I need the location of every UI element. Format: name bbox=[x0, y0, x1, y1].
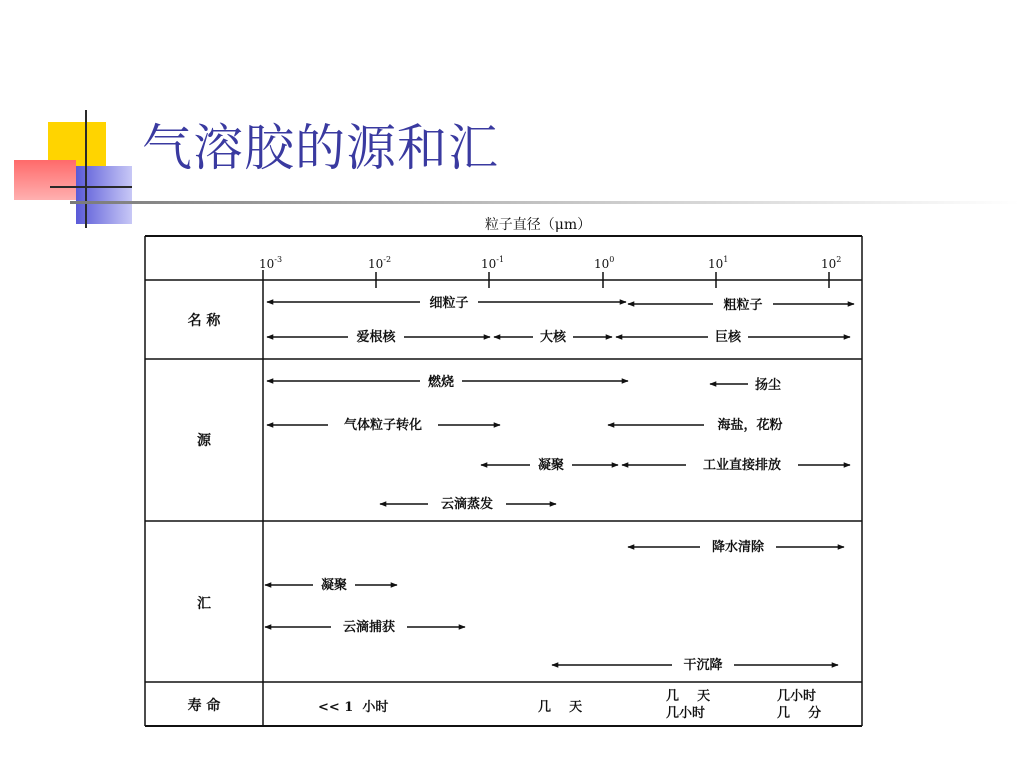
label-cloud-evaporation: 云滴蒸发 bbox=[440, 497, 494, 512]
lifetime-hours-minutes-line2: 几 分 bbox=[777, 706, 822, 721]
label-sea-salt-pollen: 海盐，花粉 bbox=[717, 418, 783, 433]
tick-label: $10^{-2}$ bbox=[368, 255, 392, 271]
label-dry-deposition: 干沉降 bbox=[683, 658, 723, 673]
row-label-names: 名 称 bbox=[187, 313, 221, 329]
tick-label: $10^{-3}$ bbox=[259, 255, 283, 271]
arrow-label-backgrounds bbox=[313, 294, 798, 673]
label-precipitation-removal: 降水清除 bbox=[711, 540, 765, 555]
label-gas-conversion: 气体粒子转化 bbox=[343, 418, 423, 433]
tick-label: $10^1$ bbox=[708, 255, 729, 271]
tick-label: $10^{-1}$ bbox=[481, 255, 505, 271]
label-aitken-nuclei: 爱根核 bbox=[356, 330, 396, 345]
tick-label: $10^2$ bbox=[821, 255, 842, 271]
label-dust: 扬尘 bbox=[754, 378, 782, 393]
lifetime-hours-minutes-line1: 几小时 bbox=[777, 689, 817, 704]
slide-title: 气溶胶的源和汇 bbox=[142, 119, 499, 177]
row-label-lifetime: 寿 命 bbox=[187, 698, 221, 714]
lifetime-days-hours-line1: 几 天 bbox=[666, 689, 711, 704]
label-coagulation-source: 凝聚 bbox=[537, 458, 565, 473]
tick-label: $10^0$ bbox=[594, 255, 615, 271]
row-label-sources: 源 bbox=[197, 433, 211, 449]
label-industrial-emission: 工业直接排放 bbox=[702, 458, 782, 473]
label-fine-particles: 细粒子 bbox=[429, 296, 469, 311]
label-giant-nuclei: 巨核 bbox=[714, 330, 742, 345]
label-cloud-capture: 云滴捕获 bbox=[342, 620, 396, 635]
label-coarse-particles: 粗粒子 bbox=[723, 298, 763, 313]
label-coagulation-sink: 凝聚 bbox=[320, 578, 348, 593]
lifetime-days: 几 天 bbox=[538, 700, 583, 715]
row-label-sinks: 汇 bbox=[197, 596, 211, 612]
axis-title: 粒子直径（μm） bbox=[484, 217, 592, 233]
label-combustion: 燃烧 bbox=[427, 375, 455, 390]
label-large-nuclei: 大核 bbox=[539, 330, 567, 345]
lifetime-short: << 1 小时 bbox=[318, 700, 389, 715]
lifetime-days-hours-line2: 几小时 bbox=[666, 706, 706, 721]
